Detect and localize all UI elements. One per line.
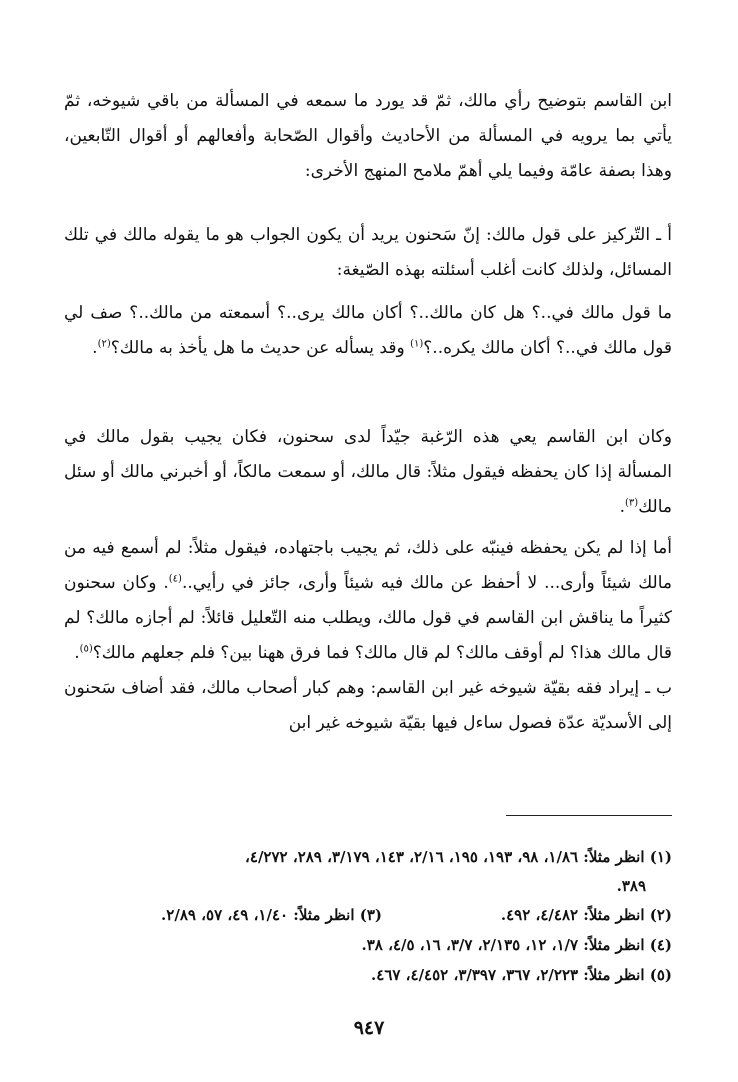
footnote-separator <box>506 815 672 816</box>
footnote-ref-5[interactable]: (٥) <box>79 643 93 655</box>
paragraph-text: ب ـ إيراد فقه بقيّة شيوخه غير ابن القاسم: وهم كبار أصحاب مالك، فقد أضاف سَحنون إلى الأسديّة عدّة فصول ساءل فيها بقيّة شيوخه غير ابن <box>64 678 673 733</box>
paragraph-text: وكان ابن القاسم يعي هذه الرّغبة جيّداً لدى سحنون، فكان يجيب بقول مالك في المسألة إذا كان يحفظه فيقول مثلاً: قال مالك، أو سمعت مالكاً، أو أخبرني مالك أو سئل مالك <box>64 427 672 517</box>
footnote-2: (٢) انظر مثلاً: ٤/٤٨٢، ٤٩٢. <box>500 906 672 924</box>
paragraph-text: وقد يسأله عن حديث ما هل يأخذ به مالك؟ <box>110 338 411 358</box>
paragraph-text: . <box>619 497 626 517</box>
paragraph-text: ابن القاسم بتوضيح رأي مالك، ثمّ قد يورد ما سمعه في المسألة من باقي شيوخه، ثمّ يأتي بما يرويه في المسألة من الأحاديث وأقوال الصّحابة وأفعالهم أو أقوال التّابعين، وهذا بصفة عامّة وفيما يلي أهمّ ملامح المنهج الأخرى: <box>64 91 672 181</box>
body-paragraph-3 <box>64 296 672 366</box>
paragraph-text: أما إذا لم يكن يحفظه فينبّه على ذلك، ثم يجيب باجتهاده، فيقول مثلاً: لم أسمع فيه من مالك شيئاً وأرى... لا أحفظ عن مالك فيه شيئاً وأرى، جائز في رأيي.. <box>64 538 673 593</box>
footnote-1-continuation: ٣٨٩. <box>616 877 646 895</box>
paragraph-text: . <box>74 643 80 663</box>
paragraph-text: ما قول مالك في..؟ هل كان مالك..؟ أكان مالك يرى..؟ أسمعته من مالك..؟ صف لي قول مالك في..؟ أكان مالك يكره..؟ <box>64 303 672 358</box>
footnote-ref-3[interactable]: (٣) <box>625 497 639 509</box>
footnote-5: (٥) انظر مثلاً: ٢/٢٢٣، ٣٦٧، ٣/٣٩٧، ٤/٤٥٢، ٤٦٧. <box>371 966 672 984</box>
footnote-ref-2[interactable]: (٢) <box>97 338 111 350</box>
paragraph-text: أ ـ التّركيز على قول مالك: إنّ سَحنون يريد أن يكون الجواب هو ما يقوله مالك في تلك المسائل، ولذلك كانت أغلب أسئلته بهذه الصّيغة: <box>64 225 672 280</box>
paragraph-text: . وكان سحنون كثيراً ما يناقش ابن القاسم في قول مالك، ويطلب منه التّعليل قائلاً: لم أجازه مالك؟ لم قال مالك هذا؟ لم أوقف مالك؟ لم قال مالك؟ فما فرق ههنا بين؟ فلم جعلهم مالك؟ <box>64 573 672 663</box>
footnote-1: (١) انظر مثلاً: ١/٨٦، ٩٨، ١٩٣، ١٩٥، ٢/١٦، ١٤٣، ٣/١٧٩، ٢٨٩، ٤/٢٧٢، <box>245 848 672 866</box>
footnote-4: (٤) انظر مثلاً: ١/٧، ١٢، ٢/١٣٥، ٣/٧، ١٦، ٤/٥، ٣٨. <box>361 936 672 954</box>
footnote-ref-1[interactable]: (١) <box>410 338 424 350</box>
page-number: ٩٤٧ <box>353 1017 385 1039</box>
body-paragraph-1 <box>64 84 672 189</box>
body-paragraph-2 <box>64 218 672 288</box>
paragraph-text: . <box>92 338 98 358</box>
body-paragraph-4 <box>64 420 672 525</box>
body-paragraph-5 <box>64 531 672 671</box>
footnote-3: (٣) انظر مثلاً: ١/٤٠، ٤٩، ٥٧، ٢/٨٩. <box>161 906 382 924</box>
footnote-ref-4[interactable]: (٤) <box>168 573 182 585</box>
body-paragraph-6 <box>64 671 672 741</box>
